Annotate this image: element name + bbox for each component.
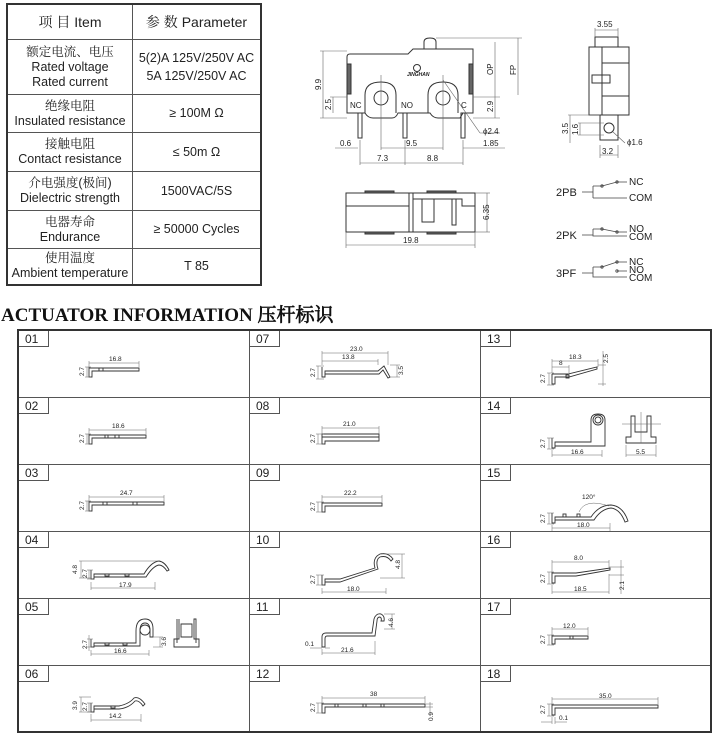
actuator-cell-10 [250, 532, 481, 599]
dimension-label: 2.7 [310, 433, 317, 443]
dimension-label: 0.9 [428, 711, 435, 721]
actuator-number: 14 [481, 398, 511, 414]
actuator-drawing [481, 532, 710, 598]
dimension-label: 2.7 [310, 702, 317, 712]
param-value: ≥ 50000 Cycles [133, 211, 262, 249]
actuator-number: 03 [19, 465, 49, 481]
section-title: ACTUATOR INFORMATION 压杆标识 [1, 305, 334, 326]
dimension-label: 16.8 [109, 356, 122, 363]
dimension-label: 4.6 [388, 617, 395, 627]
terminal-nc: NC [350, 101, 362, 110]
dim-height: 9.9 [314, 78, 323, 90]
spec-row [7, 133, 261, 172]
actuator-number: 01 [19, 331, 49, 347]
spec-row [7, 172, 261, 211]
circuit-label: NC [629, 257, 644, 268]
item-en: Ambient temperature [11, 266, 129, 281]
header-parameter: 参 数 Parameter [133, 4, 262, 40]
dimension-label: 2.7 [82, 639, 89, 649]
actuator-drawing [481, 599, 710, 665]
circuit-2pb [582, 181, 627, 198]
dimension-label: 18.5 [574, 586, 587, 593]
spec-row [7, 40, 261, 95]
actuator-drawing [481, 331, 710, 397]
dimension-label: 2.1 [619, 580, 626, 590]
actuator-number: 07 [250, 331, 280, 347]
dimension-label: 2.7 [540, 373, 547, 383]
dimension-label: 8.0 [574, 555, 584, 562]
actuator-number: 15 [481, 465, 511, 481]
actuator-cell-04 [19, 532, 250, 599]
dim-8-8: 8.8 [427, 154, 439, 163]
param-value: ≥ 100M Ω [133, 95, 262, 133]
actuator-drawing [250, 532, 479, 598]
dimension-label: 18.0 [577, 522, 590, 529]
circuit-diagrams [530, 165, 715, 290]
item-cn: 接触电阻 [44, 137, 95, 151]
dimension-label: 0.1 [305, 641, 315, 648]
item-en: Insulated resistance [14, 113, 126, 128]
terminal-no: NO [401, 101, 413, 110]
circuit-label: NO [629, 265, 644, 276]
spec-row [7, 249, 261, 285]
circuit-label: NC [629, 177, 644, 188]
actuator-cell-07 [250, 331, 481, 398]
spec-row [7, 211, 261, 249]
dimension-label: 2.7 [82, 701, 89, 711]
actuator-drawing [19, 465, 248, 531]
actuator-drawing [19, 666, 248, 732]
param-value: ≤ 50m Ω [133, 133, 262, 172]
dimension-label: 2.7 [79, 366, 86, 376]
dimension-label: 3.6 [161, 636, 168, 646]
item-en: Endurance [39, 229, 101, 244]
actuator-cell-15 [481, 465, 710, 532]
dimension-label: 18.6 [112, 423, 125, 430]
side-view-drawing [530, 0, 715, 165]
dimension-label: 2.7 [540, 704, 547, 714]
dim-width: 19.8 [403, 236, 419, 245]
actuator-cell-12 [250, 666, 481, 731]
item-cn: 额定电流、电压 [26, 44, 114, 59]
dim-9-5: 9.5 [406, 139, 418, 148]
dimension-label: 2.7 [540, 438, 547, 448]
dimension-label: 2.7 [79, 433, 86, 443]
circuit-3pf [582, 261, 627, 277]
dimension-label: 4.8 [72, 564, 79, 574]
actuator-drawing [250, 599, 479, 665]
spec-table [6, 3, 262, 286]
dimension-label: 2.7 [82, 568, 89, 578]
dimension-label: 2.7 [310, 367, 317, 377]
dimension-label: 2.5 [603, 353, 610, 363]
dimension-label: 17.9 [119, 582, 132, 589]
circuit-code-2pk: 2PK [556, 230, 577, 242]
dimension-label: 24.7 [120, 490, 133, 497]
dimension-label: 2.7 [79, 500, 86, 510]
actuator-cell-01 [19, 331, 250, 398]
actuator-drawing [481, 465, 710, 531]
dimension-label: 22.2 [344, 490, 357, 497]
item-en: Contact resistance [18, 152, 122, 166]
dim-op: OP [486, 63, 495, 75]
dimension-label: 0.1 [559, 715, 569, 722]
dimension-label: 16.6 [571, 449, 584, 456]
actuator-number: 02 [19, 398, 49, 414]
dimension-label: 2.7 [540, 634, 547, 644]
dim-hole-1-6: ϕ1.6 [627, 138, 643, 147]
dim-depth: 6.35 [482, 204, 491, 220]
dimension-label: 38 [370, 691, 378, 698]
actuator-cell-08 [250, 398, 481, 465]
dim-term-h: 2.5 [324, 98, 333, 110]
circuit-code-3pf: 3PF [556, 268, 577, 280]
actuator-number: 05 [19, 599, 49, 615]
dimension-label: 120° [582, 494, 596, 501]
actuator-cell-09 [250, 465, 481, 532]
actuator-drawing [481, 398, 710, 464]
circuit-label: COM [629, 273, 653, 284]
dimension-label: 4.8 [395, 559, 402, 569]
actuator-cell-18 [481, 666, 710, 731]
actuator-cell-16 [481, 532, 710, 599]
dimension-label: 2.7 [540, 513, 547, 523]
item-en: Rated current [32, 74, 108, 89]
dim-fp: FP [509, 64, 518, 75]
circuit-label: COM [629, 232, 653, 243]
dimension-label: 3.9 [72, 700, 79, 710]
actuator-cell-13 [481, 331, 710, 398]
actuator-cell-05 [19, 599, 250, 666]
dim-3-2: 3.2 [602, 147, 614, 156]
actuator-cell-14 [481, 398, 710, 465]
actuator-number: 11 [250, 599, 280, 615]
actuator-cell-02 [19, 398, 250, 465]
actuator-number: 09 [250, 465, 280, 481]
circuit-label: COM [629, 193, 653, 204]
actuator-number: 04 [19, 532, 49, 548]
terminal-c: C [461, 101, 467, 110]
dim-hole: ϕ2.4 [483, 127, 499, 136]
param-value: 1500VAC/5S [133, 172, 262, 211]
param-value: 5A 125V/250V AC [146, 68, 247, 83]
circuit-2pk [582, 228, 627, 236]
header-item: 项 目 Item [7, 4, 133, 40]
actuator-number: 08 [250, 398, 280, 414]
dimension-label: 3.5 [398, 365, 405, 375]
actuator-drawing [481, 666, 710, 732]
actuator-drawing [19, 331, 248, 397]
actuator-drawing [250, 398, 479, 464]
dim-1-6: 1.6 [571, 123, 580, 135]
param-value: T 85 [133, 249, 262, 285]
actuator-drawing [250, 331, 479, 397]
param-value: 5(2)A 125V/250V AC [138, 50, 255, 65]
actuator-cell-11 [250, 599, 481, 666]
dimension-label: 13.8 [342, 354, 355, 361]
dimension-label: 18.3 [569, 354, 582, 361]
circuit-label: NO [629, 224, 644, 235]
dimension-label: 2.7 [310, 501, 317, 511]
actuator-cell-03 [19, 465, 250, 532]
front-view-drawing [290, 0, 530, 170]
dimension-label: 12.0 [563, 623, 576, 630]
dimension-label: 8 [559, 360, 563, 367]
dim-3-5: 3.5 [561, 122, 570, 134]
actuator-drawing [250, 465, 479, 531]
dim-7-3: 7.3 [377, 154, 389, 163]
actuator-drawing [250, 666, 479, 732]
item-en: Rated voltage [31, 59, 109, 74]
logo-text: JINGHAN [407, 72, 430, 78]
actuator-grid [17, 329, 712, 733]
dimension-label: 2.7 [310, 574, 317, 584]
dimension-label: 21.0 [343, 421, 356, 428]
dimension-label: 21.6 [341, 647, 354, 654]
actuator-number: 12 [250, 666, 280, 682]
dim-0-6: 0.6 [340, 139, 352, 148]
dimension-label: 14.2 [109, 713, 122, 720]
dimension-label: 35.0 [599, 693, 612, 700]
item-cn: 电器寿命 [44, 214, 95, 229]
circuit-code-2pb: 2PB [556, 187, 577, 199]
actuator-number: 17 [481, 599, 511, 615]
dimension-label: 2.7 [540, 573, 547, 583]
dimension-label: 16.6 [114, 648, 127, 655]
item-en: Dielectric strength [19, 191, 121, 205]
item-cn: 使用温度 [44, 251, 95, 266]
actuator-number: 16 [481, 532, 511, 548]
actuator-drawing [19, 599, 248, 665]
dim-3-55: 3.55 [597, 20, 613, 29]
dimension-label: 23.0 [350, 346, 363, 353]
item-cn: 介电强度(极间) [28, 176, 112, 190]
dim-2-9: 2.9 [486, 100, 495, 112]
item-cn: 绝缘电阻 [44, 98, 95, 113]
spec-table-header [7, 4, 261, 40]
spec-row [7, 95, 261, 133]
dimension-label: 18.0 [347, 586, 360, 593]
dimension-label: 5.5 [636, 449, 646, 456]
logo-mark [414, 65, 421, 72]
actuator-number: 18 [481, 666, 511, 682]
actuator-number: 13 [481, 331, 511, 347]
dim-1-85: 1.85 [483, 139, 499, 148]
bottom-view-drawing [290, 170, 530, 250]
actuator-number: 06 [19, 666, 49, 682]
actuator-number: 10 [250, 532, 280, 548]
actuator-cell-17 [481, 599, 710, 666]
actuator-cell-06 [19, 666, 250, 731]
actuator-drawing [19, 398, 248, 464]
actuator-drawing [19, 532, 248, 598]
